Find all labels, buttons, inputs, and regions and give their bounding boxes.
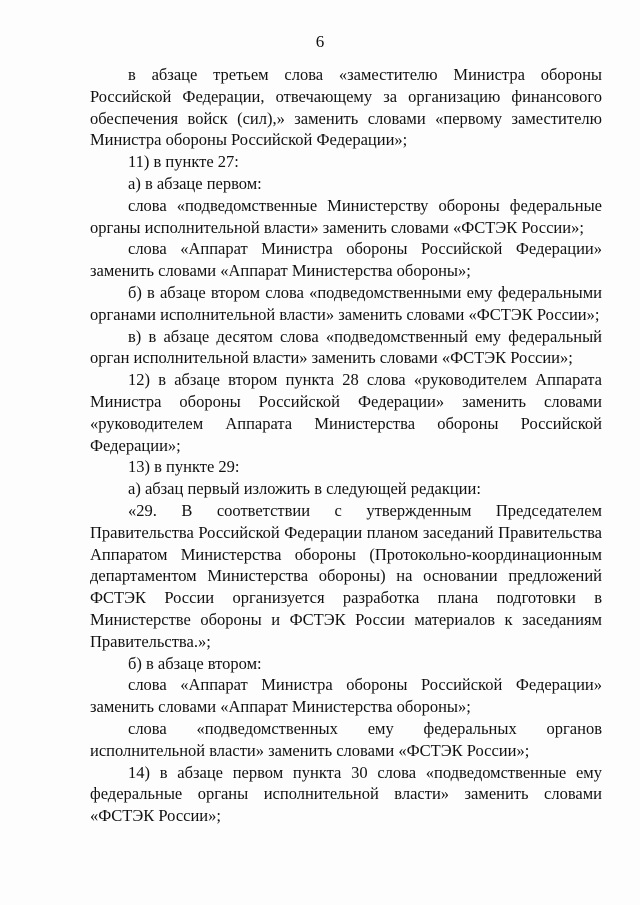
paragraph-item-13-a: а) абзац первый изложить в следующей редакции: [128,479,481,499]
paragraph-abzac-tretiy: в абзаце третьем слова «заместителю Министра обороны Российской Федерации, отвечающему за организацию финансового обеспечения войск (сил),» заменить словами «первому заместителю Министра обороны Российской Федерации»; [90,65,602,150]
paragraph-item-12: 12) в абзаце втором пункта 28 слова «руководителем Аппарата Министра обороны Российской Федерации» заменить словами «руководителем Аппарата Министерства обороны Российской Федерации»; [90,370,602,455]
paragraph-item-11-b: б) в абзаце втором слова «подведомственными ему федеральными органами исполнительной власти» заменить словами «ФСТЭК России»; [90,282,602,324]
paragraph-item-11: 11) в пункте 27: [128,152,239,172]
paragraph-item-13-b-2: слова «подведомственных ему федеральных органов исполнительной власти» заменить словами «ФСТЭК России»; [90,718,602,760]
paragraph-item-11-v: в) в абзаце десятом слова «подведомственный ему федеральный орган исполнительной власти» заменить словами «ФСТЭК России»; [90,326,602,368]
paragraph-item-11-a-1: слова «подведомственные Министерству обороны федеральные органы исполнительной власти» заменить словами «ФСТЭК России»; [90,195,602,237]
paragraph-item-13-b: б) в абзаце втором: [128,653,262,673]
paragraph-item-13-b-1: слова «Аппарат Министра обороны Российской Федерации» заменить словами «Аппарат Министерства обороны»; [90,675,602,717]
document-body [90,64,602,827]
paragraph-item-13-a-text: «29. В соответствии с утвержденным Председателем Правительства Российской Федерации планом заседаний Правительства Аппаратом Министерства обороны (Протокольно-координационным департаментом Министерства обороны) на основании предложений ФСТЭК России организуется разработка плана подготовки в Министерстве обороны и ФСТЭК России материалов к заседаниям Правительства.»; [90,500,602,651]
paragraph-item-14: 14) в абзаце первом пункта 30 слова «подведомственные ему федеральные органы исполнительной власти» заменить словами «ФСТЭК России»; [90,762,602,826]
paragraph-item-11-a-2: слова «Аппарат Министра обороны Российской Федерации» заменить словами «Аппарат Министерства обороны»; [90,239,602,281]
page-number: 6 [315,32,325,51]
paragraph-item-13: 13) в пункте 29: [128,457,240,477]
paragraph-item-11-a: а) в абзаце первом: [128,173,262,193]
